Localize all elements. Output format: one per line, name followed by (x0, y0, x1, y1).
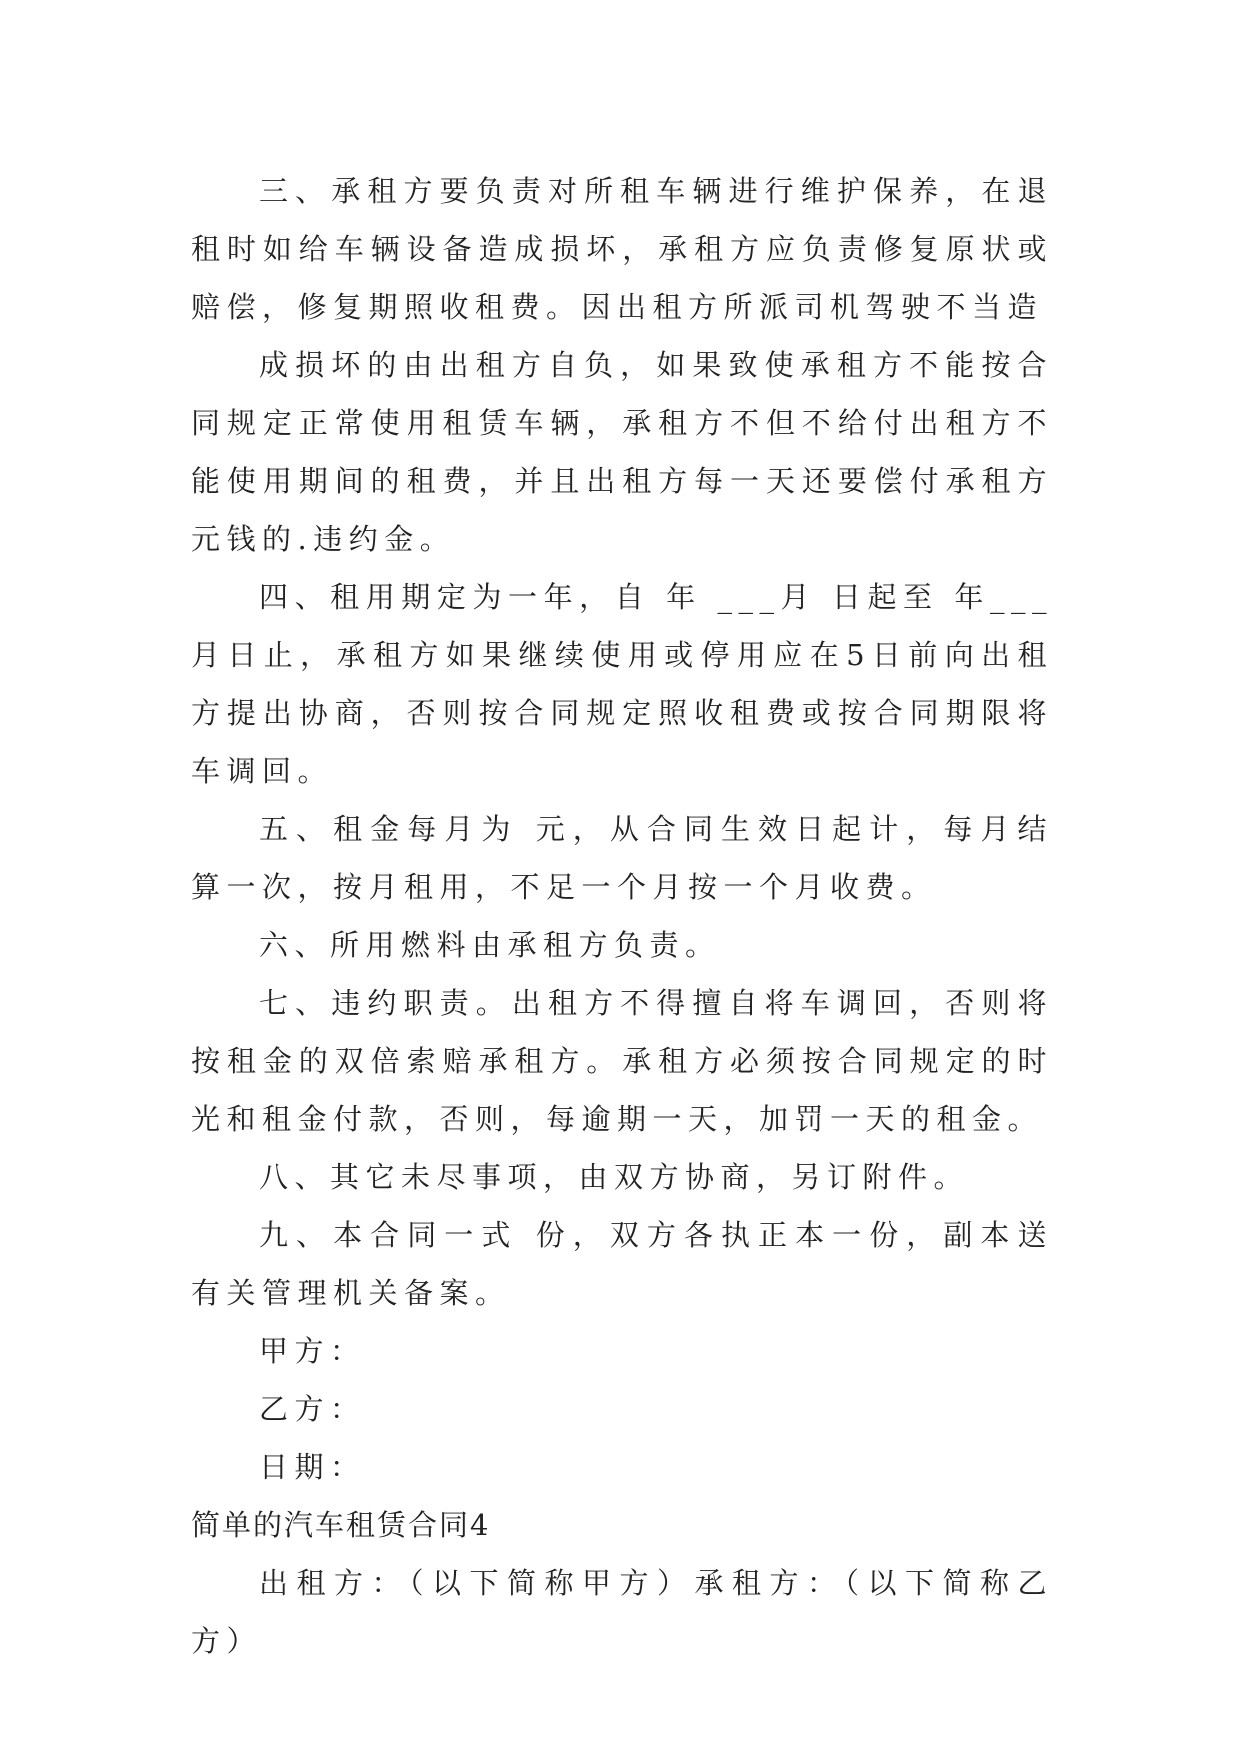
clause-5-paragraph: 五、租金每月为 元，从合同生效日起计，每月结算一次，按月租用，不足一个月按一个月收费。 (191, 812, 1053, 904)
clause-6-paragraph: 六、所用燃料由承租方负责。 (259, 928, 721, 962)
party-a-signature-line: 甲方： (259, 1334, 366, 1368)
clause-3-continuation-paragraph: 成损坏的由出租方自负，如果致使承租方不能按合同规定正常使用租赁车辆，承租方不但不给付出租方不能使用期间的租费，并且出租方每一天还要偿付承租方 元钱的.违约金。 (191, 348, 1053, 556)
clause-9-paragraph: 九、本合同一式 份，双方各执正本一份，副本送有关管理机关备案。 (191, 1218, 1053, 1310)
party-b-signature-line: 乙方： (259, 1392, 366, 1426)
clause-3-paragraph: 三、承租方要负责对所租车辆进行维护保养，在退租时如给车辆设备造成损坏，承租方应负责修复原状或赔偿，修复期照收租费。因出租方所派司机驾驶不当造 (191, 174, 1053, 324)
clause-4-paragraph: 四、租用期定为一年，自 年 ___月 日起至 年___ 月日止，承租方如果继续使用或停用应在5日前向出租方提出协商，否则按合同规定照收租费或按合同期限将车调回。 (191, 580, 1053, 788)
document-body (191, 162, 1053, 1670)
section-heading: 简单的汽车租赁合同4 (191, 1508, 491, 1542)
clause-7-paragraph: 七、违约职责。出租方不得擅自将车调回，否则将按租金的双倍索赔承租方。承租方必须按合同规定的时光和租金付款，否则，每逾期一天，加罚一天的租金。 (191, 986, 1053, 1136)
parties-line: 出租方：（以下简称甲方）承租方：（以下简称乙方） (191, 1566, 1053, 1658)
date-line: 日期： (259, 1450, 366, 1484)
clause-8-paragraph: 八、其它未尽事项，由双方协商，另订附件。 (259, 1160, 970, 1194)
